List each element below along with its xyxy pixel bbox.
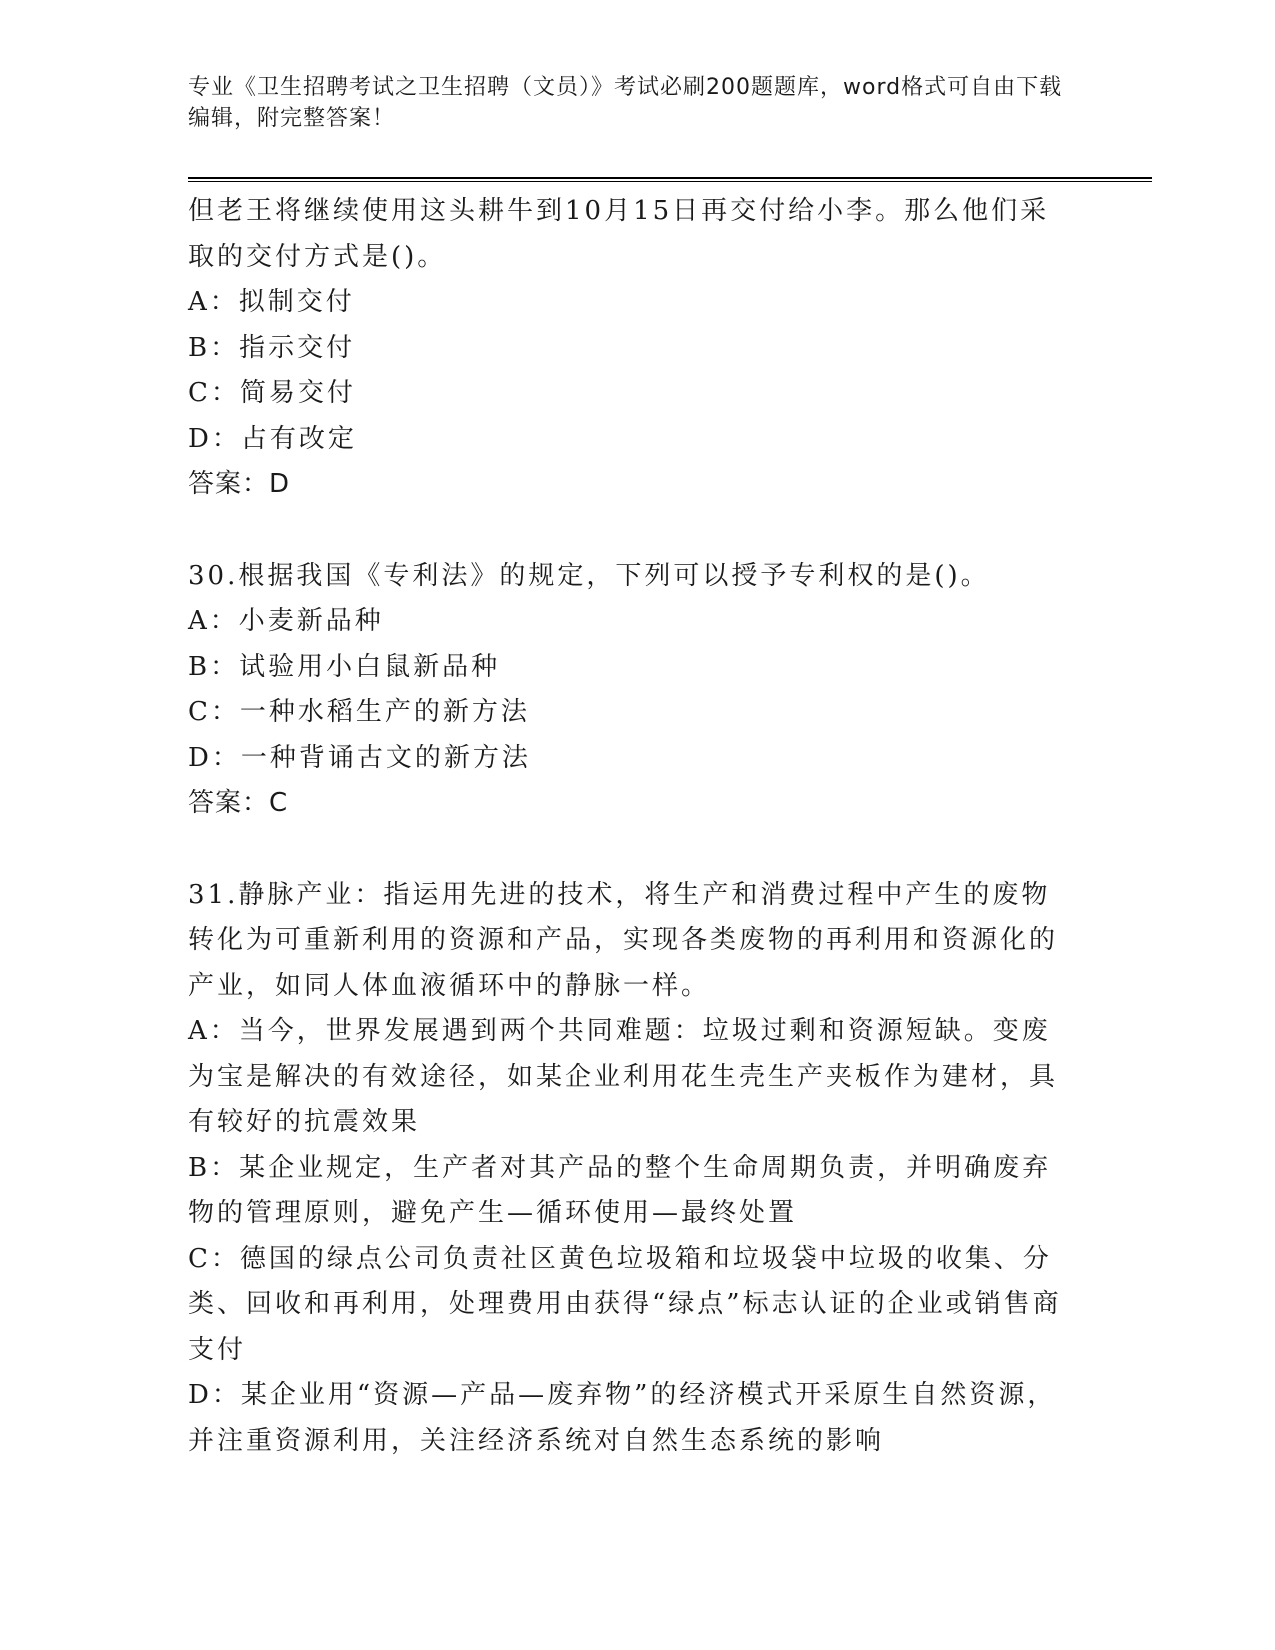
question-stem: 30.根据我国《专利法》的规定，下列可以授予专利权的是()。 — [188, 560, 990, 591]
document-body — [188, 189, 1068, 1464]
option-a: A：当今，世界发展遇到两个共同难题：垃圾过剩和资源短缺。变废为宝是解决的有效途径，如某企业利用花生壳生产夹板作为建材，具有较好的抗震效果 — [188, 1016, 1059, 1137]
question-stem: 31.静脉产业：指运用先进的技术，将生产和消费过程中产生的废物转化为可重新利用的资源和产品，实现各类废物的再利用和资源化的产业，如同人体血液循环中的静脉一样。 — [188, 879, 1059, 1001]
option-d: D：某企业用“资源—产品—废弃物”的经济模式开采原生自然资源，并注重资源利用，关注经济系统对自然生态系统的影响 — [188, 1380, 1057, 1456]
spacer — [188, 827, 1068, 873]
option-b: B：指示交付 — [188, 332, 356, 363]
header-divider — [188, 177, 1152, 182]
option-c: C：简易交付 — [188, 378, 356, 408]
option-b: B：某企业规定，生产者对其产品的整个生命周期负责，并明确废弃物的管理原则，避免产生—循环使用—最终处置 — [188, 1152, 1052, 1228]
option-a: A：拟制交付 — [188, 287, 355, 317]
option-d: D：一种背诵古文的新方法 — [188, 742, 531, 773]
option-c: C：德国的绿点公司负责社区黄色垃圾箱和垃圾袋中垃圾的收集、分类、回收和再利用，处理费用由获得“绿点”标志认证的企业或销售商支付 — [188, 1243, 1062, 1365]
option-d: D：占有改定 — [188, 423, 357, 454]
question-31 — [188, 873, 1068, 1465]
option-c: C：一种水稻生产的新方法 — [188, 697, 530, 727]
answer-line: 答案：C — [188, 788, 289, 818]
page-header-title: 专业《卫生招聘考试之卫生招聘（文员）》考试必刷200题题库，word格式可自由下载编辑，附完整答案！ — [188, 75, 1063, 131]
option-a: A：小麦新品种 — [188, 606, 384, 636]
option-b: B：试验用小白鼠新品种 — [188, 651, 501, 682]
question-30 — [188, 554, 1068, 827]
question-29 — [188, 189, 1068, 508]
spacer — [188, 508, 1068, 554]
question-stem: 但老王将继续使用这头耕牛到10月15日再交付给小李。那么他们采取的交付方式是()。 — [188, 196, 1050, 272]
answer-line: 答案：D — [188, 469, 291, 499]
